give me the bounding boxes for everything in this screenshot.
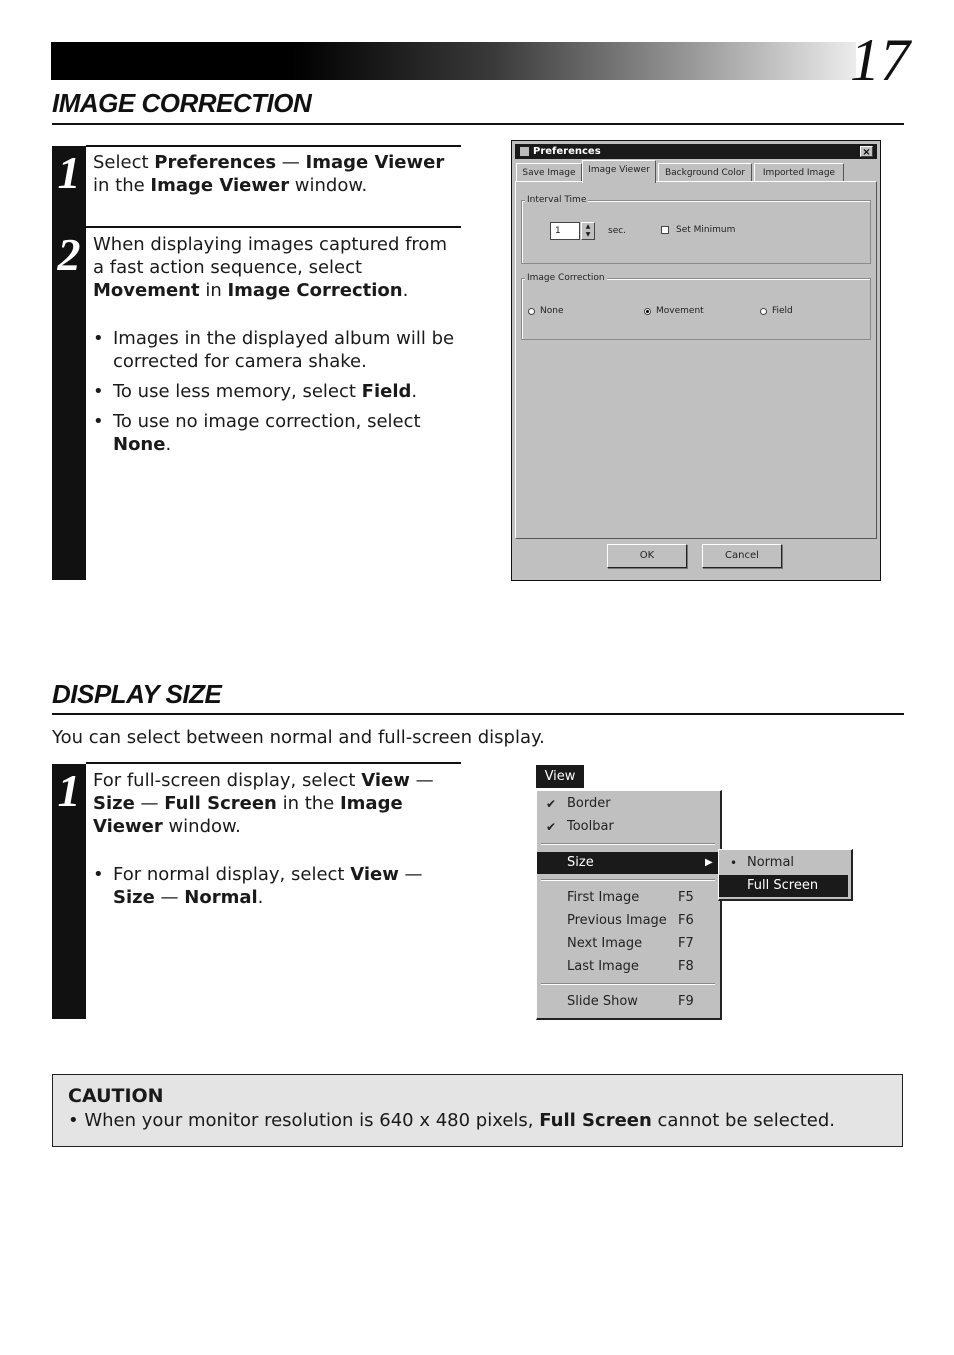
dialog-titlebar <box>515 144 877 159</box>
check-icon: ✔ <box>546 820 557 834</box>
section-title-display-size: DISPLAY SIZE <box>52 679 222 709</box>
section-rule <box>52 123 904 125</box>
view-dropdown-menu <box>536 790 722 1020</box>
window-icon <box>520 147 529 156</box>
step-rule <box>86 226 461 228</box>
radio-bullet-icon: • <box>730 856 738 870</box>
menu-separator <box>541 983 715 985</box>
interval-unit: sec. <box>608 226 627 236</box>
cancel-button[interactable]: Cancel <box>702 544 782 568</box>
close-icon[interactable]: × <box>860 146 873 157</box>
display-size-intro: You can select between normal and full-screen display. <box>52 727 545 748</box>
tab-image-viewer[interactable]: Image Viewer <box>582 160 656 183</box>
menu-item-next-image[interactable]: Next Image F7 <box>567 936 694 951</box>
menu-item-size[interactable]: Size ▶ <box>537 852 719 874</box>
step1-instruction: Select Preferences — Image Viewer in the Image Viewer window. <box>93 152 445 196</box>
menu-item-previous-image[interactable]: Previous Image F6 <box>567 913 694 928</box>
bullet-item: • To use no image correction, select None. <box>93 410 461 456</box>
set-minimum-checkbox[interactable] <box>661 226 669 234</box>
set-minimum-label: Set Minimum <box>676 225 736 235</box>
step-number: 1 <box>57 147 81 198</box>
tab-save-image[interactable]: Save Image <box>516 163 582 182</box>
step-number: 1 <box>57 765 81 816</box>
bullet-item: • To use less memory, select Field. <box>93 380 461 403</box>
step2-instruction: When displaying images captured from a fast action sequence, select Movement in Image Correction. <box>93 234 447 301</box>
step-rule <box>86 762 461 764</box>
display-step1-instruction: For full-screen display, select View — Size — Full Screen in the Image Viewer window. <box>93 770 434 837</box>
dialog-title: Preferences <box>533 146 601 157</box>
menu-item-last-image[interactable]: Last Image F8 <box>567 959 694 974</box>
caution-heading: CAUTION <box>68 1085 164 1107</box>
submenu-item-normal[interactable]: • Normal <box>719 852 850 874</box>
step-bar <box>52 146 86 580</box>
interval-input[interactable]: 1 <box>550 222 580 240</box>
radio-label: Movement <box>656 306 704 316</box>
group-label: Interval Time <box>527 195 587 205</box>
section-rule <box>52 713 904 715</box>
submenu-arrow-icon: ▶ <box>705 857 713 868</box>
menu-separator <box>541 879 715 881</box>
menu-separator <box>541 843 715 845</box>
menu-item-border[interactable]: ✔ Border <box>537 793 719 815</box>
step-number: 2 <box>57 229 81 280</box>
bullet-item: • Images in the displayed album will be corrected for camera shake. <box>93 327 461 373</box>
group-label: Image Correction <box>527 273 605 283</box>
radio-field[interactable] <box>760 308 767 315</box>
tab-panel <box>515 181 877 539</box>
menu-item-toolbar[interactable]: ✔ Toolbar <box>537 816 719 838</box>
preferences-dialog <box>511 140 881 581</box>
step-rule <box>86 145 461 147</box>
ok-button[interactable]: OK <box>607 544 687 568</box>
menu-item-first-image[interactable]: First Image F5 <box>567 890 694 905</box>
header-bar <box>51 42 856 80</box>
view-menu-title[interactable]: View <box>536 765 584 788</box>
bullet-item: • For normal display, select View — Size — Normal. <box>93 863 461 909</box>
radio-movement[interactable] <box>644 308 651 315</box>
caution-box <box>52 1074 903 1147</box>
size-submenu <box>718 849 853 901</box>
check-icon: ✔ <box>546 797 557 811</box>
step2-notes <box>93 327 461 463</box>
submenu-item-full-screen[interactable]: Full Screen <box>719 875 848 897</box>
caution-text: • When your monitor resolution is 640 x 480 pixels, Full Screen cannot be selected. <box>68 1110 835 1131</box>
page-number: 17 <box>850 27 910 93</box>
radio-none[interactable] <box>528 308 535 315</box>
display-step1-notes <box>93 863 461 916</box>
radio-label: Field <box>772 306 793 316</box>
radio-label: None <box>540 306 564 316</box>
section-title-image-correction: IMAGE CORRECTION <box>52 88 312 118</box>
tab-imported-image[interactable]: Imported Image <box>754 163 844 182</box>
spin-up-down-button[interactable]: ▲ ▼ <box>581 222 595 240</box>
menu-item-slide-show[interactable]: Slide Show F9 <box>567 994 694 1009</box>
tab-background-color[interactable]: Background Color <box>658 163 752 182</box>
